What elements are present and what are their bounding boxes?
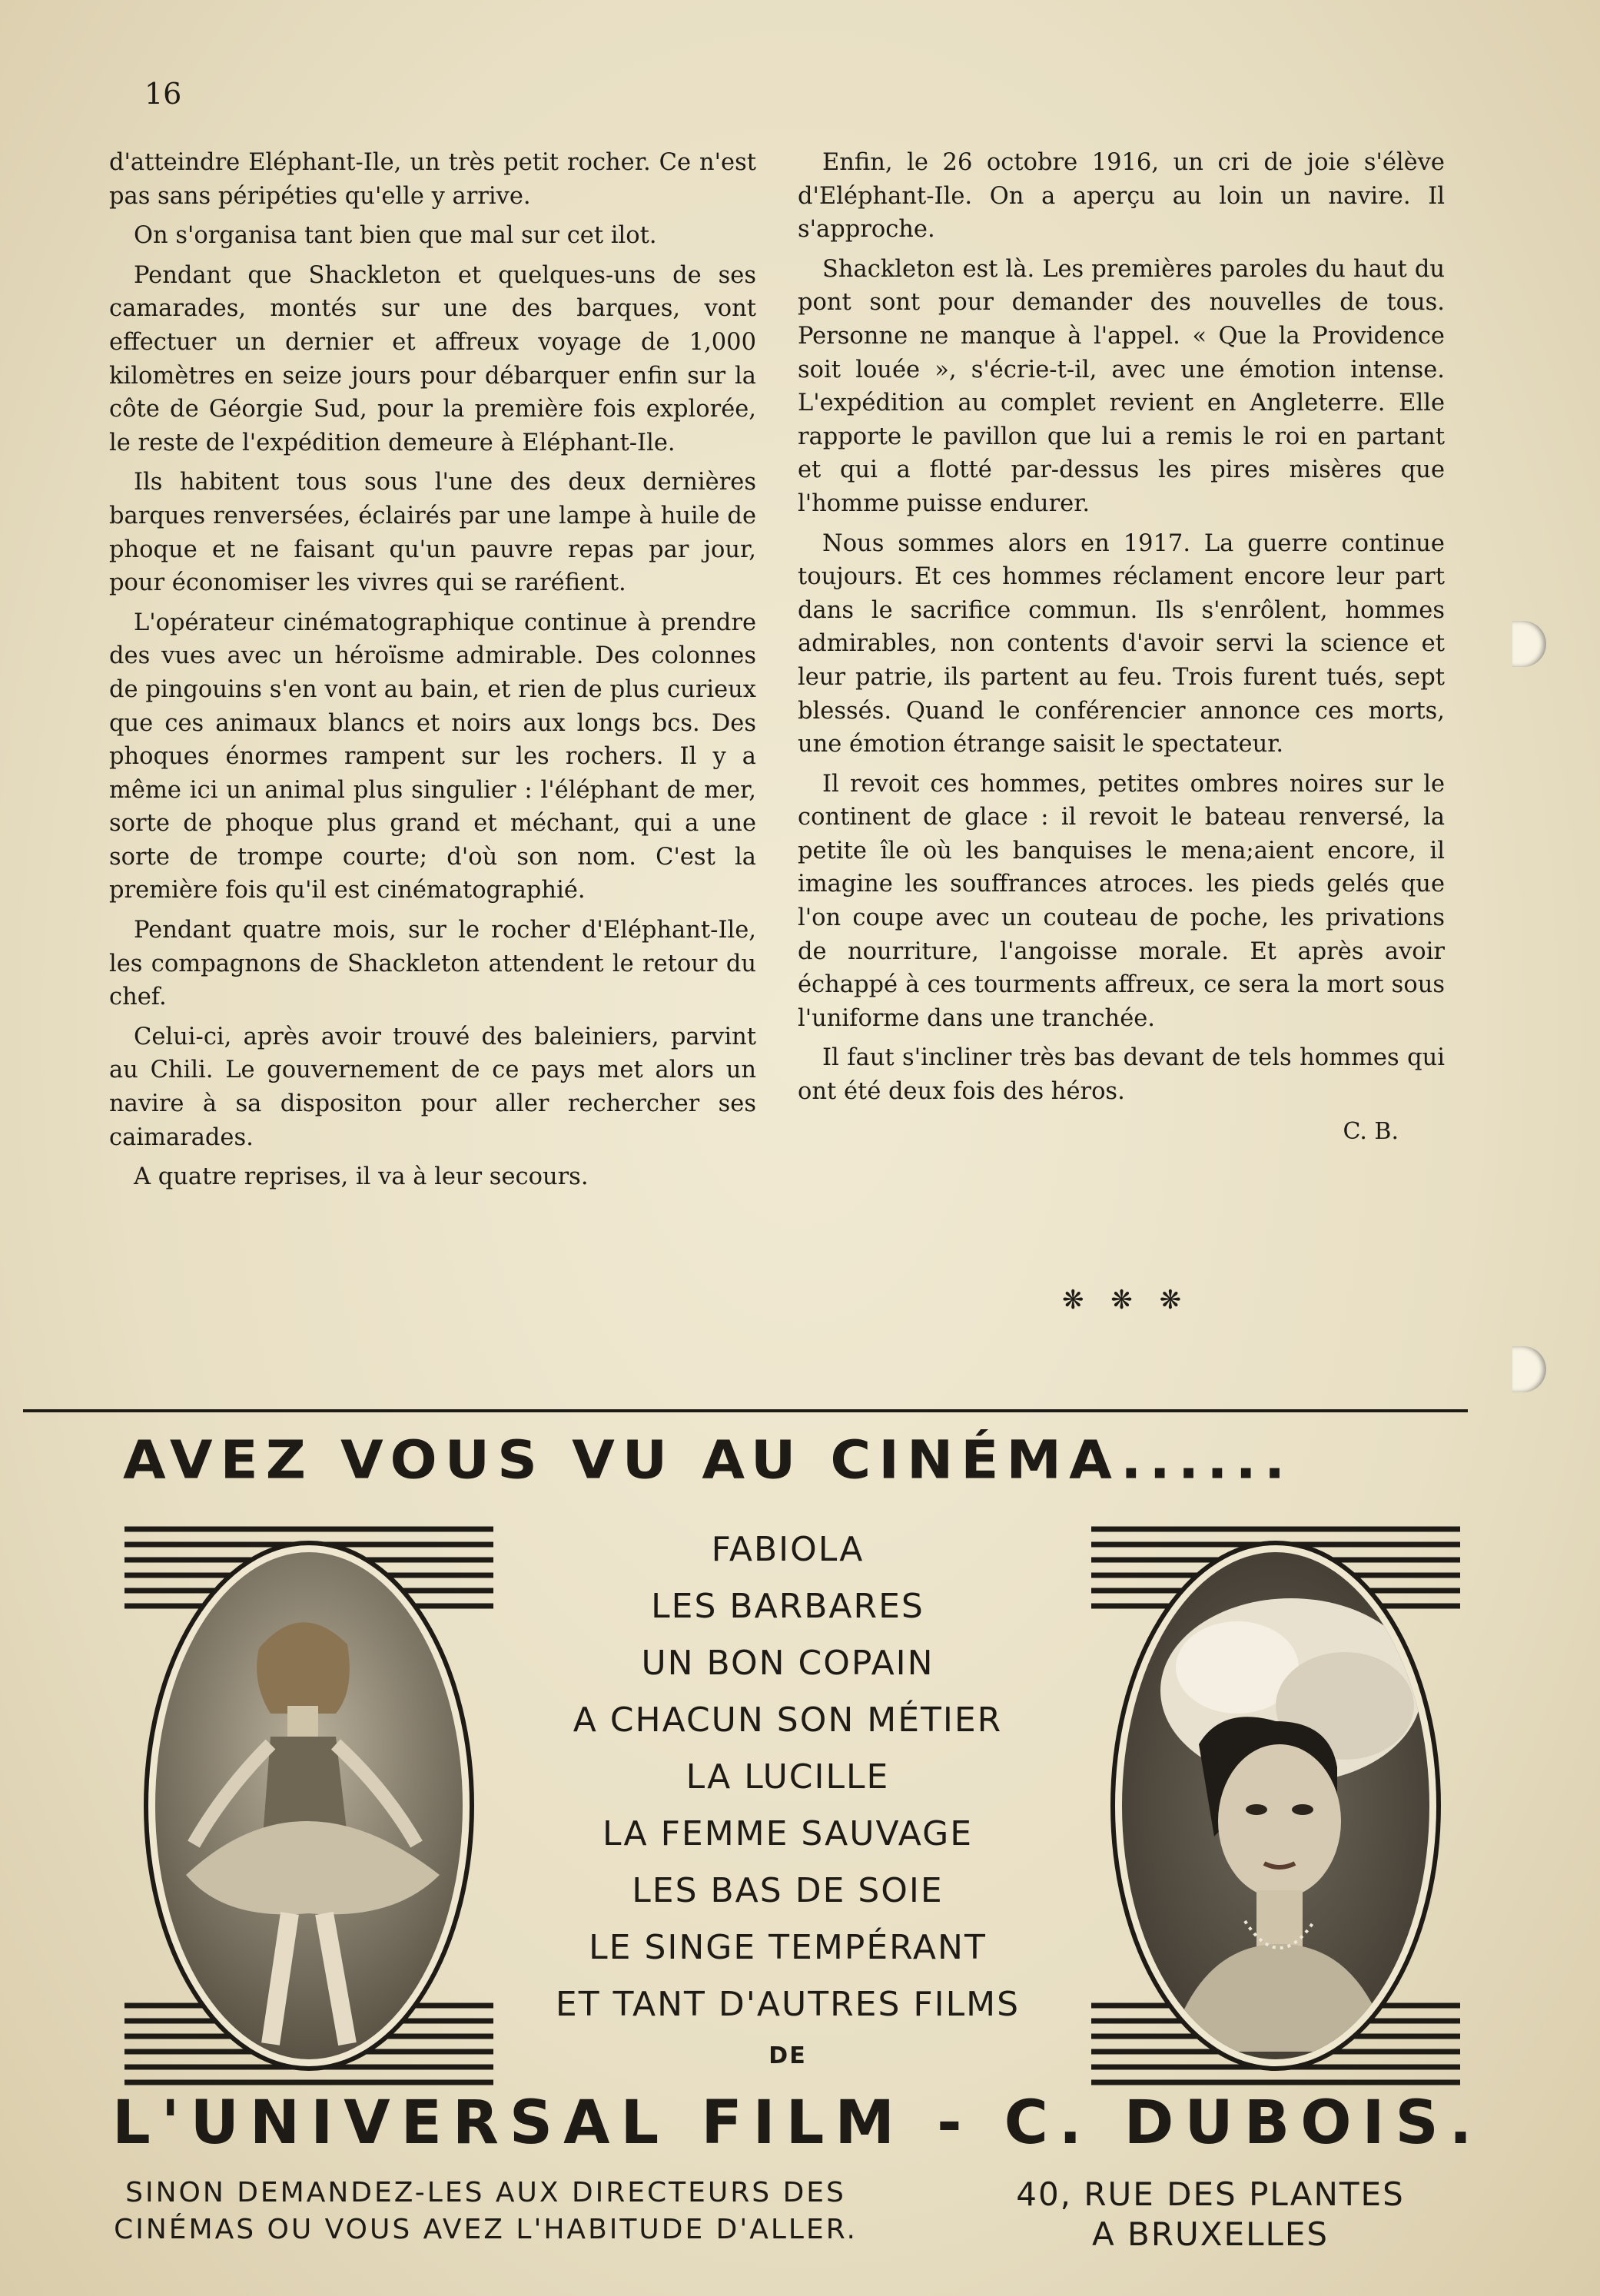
footer-line: CINÉMAS OU VOUS AVEZ L'HABITUDE D'ALLER.: [114, 2214, 858, 2245]
dancer-photo: [117, 1514, 501, 2098]
film-title: FABIOLA: [711, 1530, 865, 1569]
article-left-column: [109, 146, 756, 1200]
film-title: LA FEMME SAUVAGE: [602, 1814, 973, 1853]
paragraph: Nous sommes alors en 1917. La guerre continue toujours. Et ces hommes réclament encore leur part dans le sacrifice commun. Ils s'enrôlent, hommes admirables, non contents d'avoir servi la science et leur patrie, ils partent au feu. Trois furent tués, sept blessés. Quand le conférencier annonce ces morts, une émotion étrange saisit le spectateur.: [798, 529, 1445, 758]
paragraph: Shackleton est là. Les premières paroles du haut du pont sont pour demander des nouvelles de tous. Personne ne manque à l'appel. « Que la Providence soit louée », s'écrie-t-il, avec une émotion intense. L'expédition au complet revient en Angleterre. Elle rapporte le pavillon que lui a remis le roi en partant et qui a flotté par-dessus les pires misères que l'homme puisse endurer.: [798, 255, 1445, 517]
paragraph: Pendant que Shackleton et quelques-uns de ses camarades, montés sur une des barques, vont effectuer un dernier et affreux voyage de 1,000 kilomètres en seize jours pour débarquer enfin sur la côte de Géorgie Sud, pour la première fois explorée, le reste de l'expédition demeure à Eléphant-Ile.: [109, 261, 756, 456]
ad-footer-left: [101, 2175, 870, 2248]
distributor-brand: L'UNIVERSAL FILM - C. DUBOIS.: [112, 2089, 1483, 2158]
film-title: LES BARBARES: [651, 1587, 924, 1626]
paragraph: On s'organisa tant bien que mal sur cet ilot.: [134, 222, 657, 250]
paragraph: A quatre reprises, il va à leur secours.: [134, 1163, 589, 1191]
film-title: ET TANT D'AUTRES FILMS: [555, 1985, 1021, 2024]
paragraph: Il revoit ces hommes, petites ombres noires sur le continent de glace : il revoit le bateau renversé, la petite île où les banquises le mena;aient encore, il imagine les souffrances atroces. les pieds gelés que l'on coupe avec un couteau de poche, les privations de nourriture, l'angoisse morale. Et après avoir échappé à ces tourments affreux, ce sera la mort sous l'uniforme dans une tranchée.: [798, 770, 1445, 1032]
paragraph: Il faut s'incliner très bas devant de tels hommes qui ont été deux fois des héros.: [798, 1044, 1445, 1106]
page-number: 16: [144, 77, 182, 111]
punch-hole: [1512, 621, 1546, 667]
footer-line: SINON DEMANDEZ-LES AUX DIRECTEURS DES: [125, 2177, 846, 2208]
ad-headline: AVEZ VOUS VU AU CINÉMA......: [123, 1429, 1293, 1491]
paragraph: Celui-ci, après avoir trouvé des baleiniers, parvint au Chili. Le gouvernement de ce pays met alors un navire à sa dispositon pour aller rechercher ses caimarades.: [109, 1023, 756, 1151]
article-right-column: [798, 146, 1445, 1148]
section-separator: ❋ ❋ ❋: [1062, 1285, 1191, 1316]
paragraph: Ils habitent tous sous l'une des deux dernières barques renversées, éclairés par une lampe à huile de phoque et ne faisant qu'un pauvre repas par jour, pour économiser les vivres qui se raréfient.: [109, 469, 756, 597]
author-signature: C. B.: [1343, 1117, 1399, 1145]
punch-hole: [1512, 1346, 1546, 1392]
de-label: DE: [768, 2042, 807, 2069]
paragraph: L'opérateur cinématographique continue à prendre des vues avec un héroïsme admirable. Des colonnes de pingouins s'en vont au bain, et rien de plus curieux que ces animaux blancs et noirs aux longs bcs. Des phoques énormes rampent sur les rochers. Il y a même ici un animal plus singulier : l'éléphant de mer, sorte de phoque plus grand et méchant, qui a une sorte de trompe courte; d'où son nom. C'est la première fois qu'il est cinématographié.: [109, 609, 756, 904]
woman-portrait-photo: [1084, 1514, 1468, 2098]
film-title: LES BAS DE SOIE: [632, 1871, 944, 1910]
film-title: UN BON COPAIN: [641, 1644, 934, 1683]
paragraph: Pendant quatre mois, sur le rocher d'Eléphant-Ile, les compagnons de Shackleton attendent le retour du chef.: [109, 917, 756, 1011]
film-title: LE SINGE TEMPÉRANT: [589, 1928, 987, 1967]
paragraph: Enfin, le 26 octobre 1916, un cri de joie s'élève d'Eléphant-Ile. On a aperçu au loin un navire. Il s'approche.: [798, 149, 1445, 244]
film-title-list: [492, 1521, 1084, 2079]
paragraph: d'atteindre Eléphant-Ile, un très petit rocher. Ce n'est pas sans péripéties qu'elle y arrive.: [109, 149, 756, 210]
film-title: LA LUCILLE: [685, 1757, 890, 1797]
film-title: A CHACUN SON MÉTIER: [573, 1700, 1003, 1740]
address-line: A BRUXELLES: [1091, 2215, 1329, 2253]
address-line: 40, RUE DES PLANTES: [1016, 2175, 1405, 2213]
ad-footer-address: [961, 2175, 1460, 2255]
